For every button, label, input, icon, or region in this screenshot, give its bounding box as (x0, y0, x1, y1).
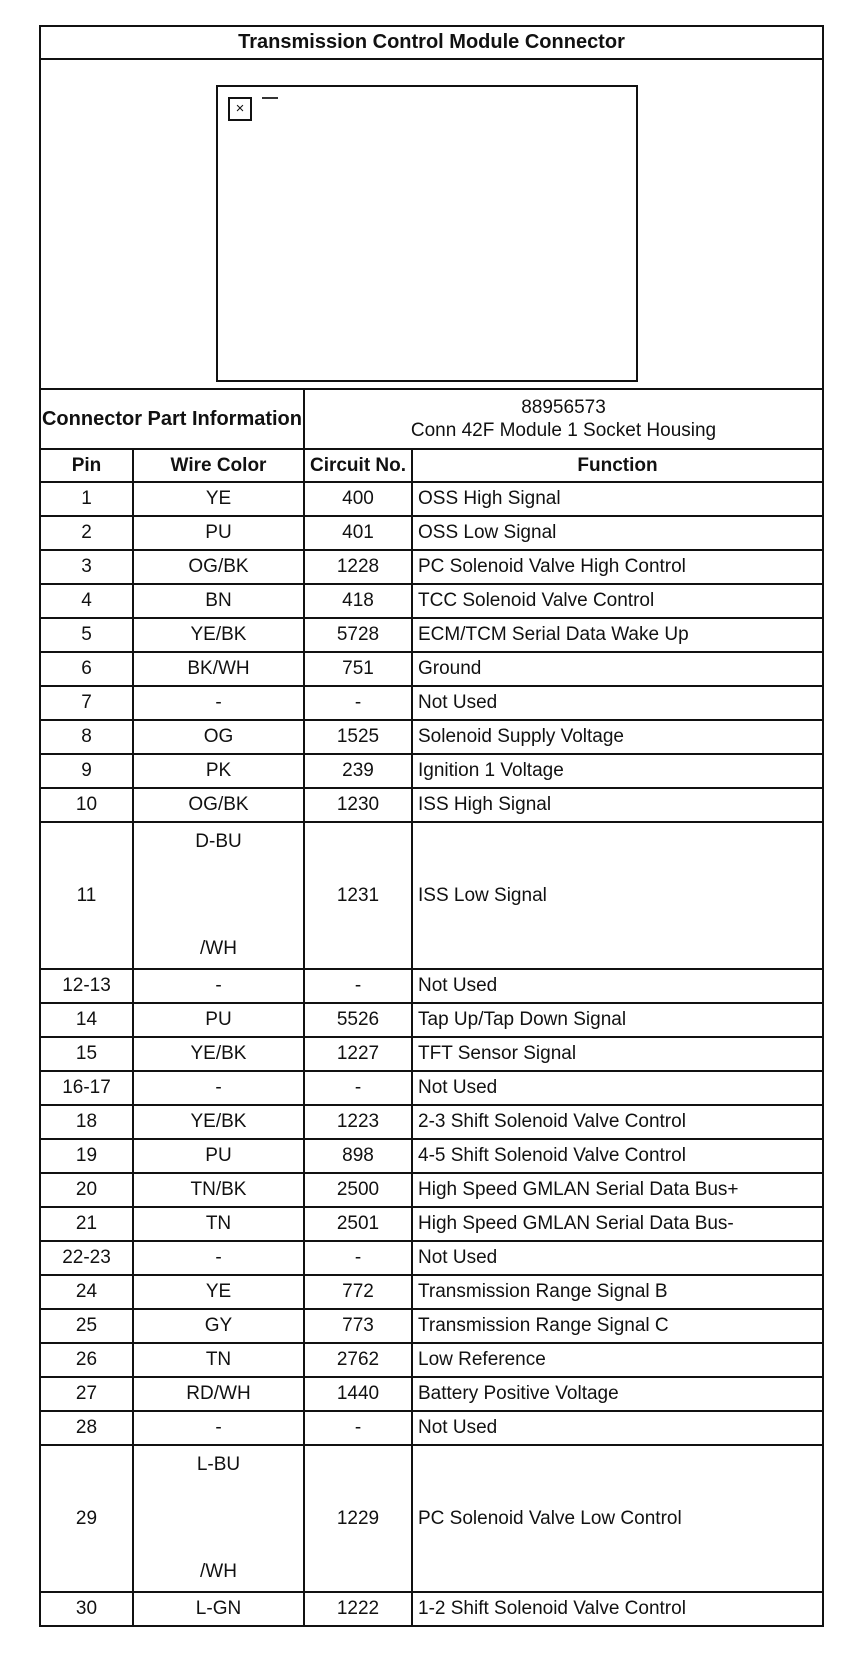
pin-cell: 18 (40, 1105, 133, 1139)
pin-cell: 10 (40, 788, 133, 822)
pin-cell: 27 (40, 1377, 133, 1411)
wire-color-cell: YE (133, 1275, 304, 1309)
table-row (40, 822, 823, 969)
wire-color-cell: BN (133, 584, 304, 618)
function-cell: Low Reference (412, 1343, 823, 1377)
header-wire-color: Wire Color (133, 449, 304, 482)
table-row (40, 1343, 823, 1377)
table-row (40, 788, 823, 822)
table-row (40, 1309, 823, 1343)
wire-color-cell: TN (133, 1343, 304, 1377)
table-row (40, 1003, 823, 1037)
wire-color-split (134, 1450, 303, 1587)
pin-cell: 3 (40, 550, 133, 584)
table-row (40, 1377, 823, 1411)
circuit-cell: 400 (304, 482, 412, 516)
connector-image-area (40, 59, 823, 389)
circuit-cell: 1229 (304, 1445, 412, 1592)
pin-cell: 14 (40, 1003, 133, 1037)
pin-cell: 25 (40, 1309, 133, 1343)
circuit-cell: 898 (304, 1139, 412, 1173)
pin-cell: 12-13 (40, 969, 133, 1003)
circuit-cell: 1228 (304, 550, 412, 584)
circuit-cell: 5526 (304, 1003, 412, 1037)
pin-cell: 20 (40, 1173, 133, 1207)
wire-color-cell: OG/BK (133, 550, 304, 584)
wire-color-cell: YE/BK (133, 1037, 304, 1071)
connector-table (39, 25, 824, 1627)
function-cell: Ignition 1 Voltage (412, 754, 823, 788)
wire-color-cell: YE/BK (133, 1105, 304, 1139)
table-title: Transmission Control Module Connector (40, 26, 823, 59)
function-cell: OSS High Signal (412, 482, 823, 516)
table-row (40, 1105, 823, 1139)
function-cell: PC Solenoid Valve High Control (412, 550, 823, 584)
pin-cell: 1 (40, 482, 133, 516)
table-row (40, 550, 823, 584)
pin-cell: 19 (40, 1139, 133, 1173)
circuit-cell: - (304, 686, 412, 720)
function-cell: OSS Low Signal (412, 516, 823, 550)
function-cell: 1-2 Shift Solenoid Valve Control (412, 1592, 823, 1626)
wire-color-cell: YE/BK (133, 618, 304, 652)
circuit-cell: - (304, 1071, 412, 1105)
wire-color-cell: PU (133, 1139, 304, 1173)
function-cell: TFT Sensor Signal (412, 1037, 823, 1071)
circuit-cell: 5728 (304, 618, 412, 652)
table-row (40, 482, 823, 516)
table-row (40, 969, 823, 1003)
table-row (40, 1411, 823, 1445)
function-cell: 4-5 Shift Solenoid Valve Control (412, 1139, 823, 1173)
pin-cell: 16-17 (40, 1071, 133, 1105)
wire-color-cell: PK (133, 754, 304, 788)
table-row (40, 720, 823, 754)
function-cell: Not Used (412, 969, 823, 1003)
function-cell: ECM/TCM Serial Data Wake Up (412, 618, 823, 652)
function-cell: Not Used (412, 1411, 823, 1445)
connector-sheet (39, 25, 822, 1627)
table-row (40, 686, 823, 720)
circuit-cell: 1440 (304, 1377, 412, 1411)
function-cell: ISS High Signal (412, 788, 823, 822)
header-function: Function (412, 449, 823, 482)
pin-cell: 2 (40, 516, 133, 550)
wire-color-cell (133, 822, 304, 969)
pin-cell: 24 (40, 1275, 133, 1309)
circuit-cell: 773 (304, 1309, 412, 1343)
pin-cell: 30 (40, 1592, 133, 1626)
function-cell: 2-3 Shift Solenoid Valve Control (412, 1105, 823, 1139)
table-row (40, 1037, 823, 1071)
function-cell: Transmission Range Signal B (412, 1275, 823, 1309)
circuit-cell: 1222 (304, 1592, 412, 1626)
pin-cell: 9 (40, 754, 133, 788)
wire-color-cell: - (133, 1411, 304, 1445)
pin-cell: 7 (40, 686, 133, 720)
connector-image-placeholder (216, 85, 638, 382)
wire-color-cell: - (133, 1071, 304, 1105)
broken-image-icon: × (228, 97, 252, 121)
circuit-cell: - (304, 969, 412, 1003)
function-cell: Solenoid Supply Voltage (412, 720, 823, 754)
wire-color-cell: TN (133, 1207, 304, 1241)
part-description: Conn 42F Module 1 Socket Housing (410, 420, 717, 441)
pin-cell: 6 (40, 652, 133, 686)
pin-cell: 11 (40, 822, 133, 969)
image-alt-mark (262, 97, 278, 99)
pin-cell: 29 (40, 1445, 133, 1592)
wire-color-cell: YE (133, 482, 304, 516)
wire-color-cell: L-GN (133, 1592, 304, 1626)
pin-cell: 21 (40, 1207, 133, 1241)
circuit-cell: 772 (304, 1275, 412, 1309)
wire-color-cell: RD/WH (133, 1377, 304, 1411)
part-number: 88956573 (521, 397, 606, 418)
wire-color-cell: - (133, 969, 304, 1003)
wire-color-cell: GY (133, 1309, 304, 1343)
table-row (40, 1275, 823, 1309)
circuit-cell: 751 (304, 652, 412, 686)
circuit-cell: 2762 (304, 1343, 412, 1377)
function-cell: Ground (412, 652, 823, 686)
function-cell: Not Used (412, 1241, 823, 1275)
wire-color-cell: PU (133, 516, 304, 550)
connector-part-info-value (304, 389, 823, 449)
function-cell: Tap Up/Tap Down Signal (412, 1003, 823, 1037)
wire-color-cell: PU (133, 1003, 304, 1037)
function-cell: ISS Low Signal (412, 822, 823, 969)
function-cell: High Speed GMLAN Serial Data Bus- (412, 1207, 823, 1241)
function-cell: Battery Positive Voltage (412, 1377, 823, 1411)
table-row (40, 516, 823, 550)
function-cell: Not Used (412, 686, 823, 720)
header-circuit: Circuit No. (304, 449, 412, 482)
pin-cell: 28 (40, 1411, 133, 1445)
table-row (40, 1139, 823, 1173)
wire-color-primary: L-BU (196, 1454, 241, 1475)
pin-cell: 8 (40, 720, 133, 754)
table-row (40, 584, 823, 618)
wire-color-stripe: /WH (200, 938, 237, 959)
table-row (40, 1207, 823, 1241)
wire-color-cell: OG/BK (133, 788, 304, 822)
circuit-cell: 239 (304, 754, 412, 788)
wire-color-split (134, 827, 303, 964)
header-pin: Pin (40, 449, 133, 482)
circuit-cell: 1227 (304, 1037, 412, 1071)
table-row (40, 618, 823, 652)
function-cell: High Speed GMLAN Serial Data Bus+ (412, 1173, 823, 1207)
circuit-cell: 1223 (304, 1105, 412, 1139)
wire-color-stripe: /WH (200, 1561, 237, 1582)
table-row (40, 754, 823, 788)
circuit-cell: 401 (304, 516, 412, 550)
wire-color-cell: TN/BK (133, 1173, 304, 1207)
pin-cell: 4 (40, 584, 133, 618)
wire-color-primary: D-BU (195, 831, 242, 852)
table-row (40, 1071, 823, 1105)
pin-cell: 5 (40, 618, 133, 652)
function-cell: PC Solenoid Valve Low Control (412, 1445, 823, 1592)
circuit-cell: 418 (304, 584, 412, 618)
function-cell: TCC Solenoid Valve Control (412, 584, 823, 618)
wire-color-cell: BK/WH (133, 652, 304, 686)
pin-rows (40, 482, 823, 1626)
wire-color-cell (133, 1445, 304, 1592)
table-row (40, 1173, 823, 1207)
function-cell: Not Used (412, 1071, 823, 1105)
pin-cell: 22-23 (40, 1241, 133, 1275)
circuit-cell: 2500 (304, 1173, 412, 1207)
table-row (40, 1241, 823, 1275)
circuit-cell: 1230 (304, 788, 412, 822)
pin-cell: 26 (40, 1343, 133, 1377)
wire-color-cell: - (133, 1241, 304, 1275)
circuit-cell: 1231 (304, 822, 412, 969)
wire-color-cell: - (133, 686, 304, 720)
wire-color-cell: OG (133, 720, 304, 754)
circuit-cell: - (304, 1241, 412, 1275)
function-cell: Transmission Range Signal C (412, 1309, 823, 1343)
table-row (40, 652, 823, 686)
circuit-cell: 1525 (304, 720, 412, 754)
connector-part-info-label: Connector Part Information (40, 389, 304, 449)
circuit-cell: - (304, 1411, 412, 1445)
pin-cell: 15 (40, 1037, 133, 1071)
table-row (40, 1445, 823, 1592)
table-row (40, 1592, 823, 1626)
circuit-cell: 2501 (304, 1207, 412, 1241)
